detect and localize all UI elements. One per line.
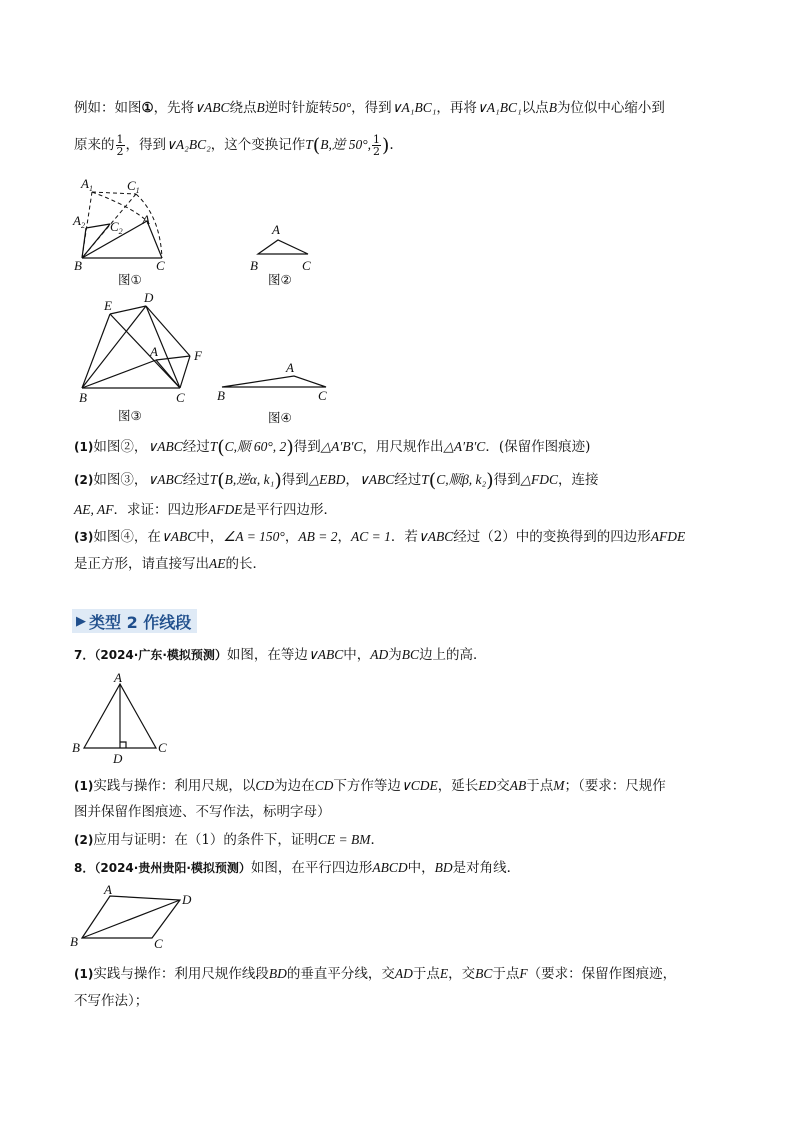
math: E xyxy=(439,966,449,981)
text: 边上的高． xyxy=(419,647,487,663)
fraction-numerator: 1 xyxy=(372,133,380,146)
text: 交 xyxy=(496,778,510,794)
problem-source: （2024·贵州贵阳·模拟预测） xyxy=(94,861,251,875)
math: ∨ABC xyxy=(147,472,183,487)
text: 的长． xyxy=(225,556,266,572)
text: 实践与操作：利用尺规，以 xyxy=(93,778,256,794)
text: ．求证：四边形 xyxy=(113,502,208,518)
problem-8-stem: 8．（2024·贵州贵阳·模拟预测）如图，在平行四边形ABCD中，BD是对角线． xyxy=(74,860,521,876)
text: ，这个变换记作 xyxy=(210,137,306,153)
text: 中， xyxy=(196,529,224,545)
text: ，连接 xyxy=(558,472,599,488)
math: 50° xyxy=(332,100,352,115)
math: AFDE xyxy=(208,502,243,517)
text: 为位似中心缩小到 xyxy=(556,100,665,116)
math: △FDC xyxy=(520,472,559,487)
label-c: C xyxy=(158,740,167,755)
math: AE xyxy=(209,556,226,571)
figure-4-caption: 图④ xyxy=(268,410,292,425)
text: ．(保留作图痕迹) xyxy=(485,439,591,455)
text: 于点 xyxy=(412,966,440,982)
text: 经过 xyxy=(182,472,210,488)
text: 是对角线． xyxy=(452,860,521,876)
math: ∨ABC xyxy=(147,439,183,454)
text: ，交 xyxy=(448,966,476,982)
text: ， xyxy=(345,472,359,488)
intro-line-1 xyxy=(74,98,665,118)
label-a1: $A_1$ xyxy=(81,176,93,193)
math: ∨A₁BC₁ xyxy=(476,100,522,115)
question-number: (2) xyxy=(74,833,94,847)
question-number: (1) xyxy=(74,440,94,454)
text: ，得到 xyxy=(125,137,166,153)
text: 如图④，在 xyxy=(93,529,161,545)
math: ∨ABC xyxy=(160,529,197,544)
math: AE, AF xyxy=(74,502,114,517)
label-b: B xyxy=(70,934,78,949)
math: ∨ABC xyxy=(194,100,230,115)
label-b: B xyxy=(72,740,80,755)
text: 如图，在平行四边形 xyxy=(250,860,373,876)
label-b: B xyxy=(74,258,82,273)
question-3-line-2 xyxy=(74,554,266,574)
circled-number: ① xyxy=(141,100,154,116)
problem-8-figure xyxy=(68,882,208,958)
text: ，再将 xyxy=(436,100,477,116)
paren: ) xyxy=(286,436,294,459)
segment-fc xyxy=(180,356,190,388)
math: ∨CDE xyxy=(400,778,438,793)
label-b: B xyxy=(217,388,225,403)
math: C,顺 60°, 2 xyxy=(224,439,287,454)
math: △EBD xyxy=(308,472,346,487)
label-d: D xyxy=(144,290,154,305)
figure-4 xyxy=(214,360,339,432)
math: F xyxy=(519,966,528,981)
paren: ( xyxy=(217,469,225,492)
text: 为 xyxy=(388,647,402,663)
text: 得到 xyxy=(493,472,521,488)
math: T xyxy=(421,472,429,487)
section-header xyxy=(72,609,197,633)
figure-4-diagram xyxy=(214,360,339,428)
text: 于点 xyxy=(492,966,520,982)
math: AFDE xyxy=(650,529,686,544)
right-angle-mark xyxy=(120,742,126,748)
text: 图并保留作图痕迹、不写作法，标明字母） xyxy=(74,804,331,820)
text: ． xyxy=(370,832,385,848)
math: T xyxy=(305,137,313,152)
math: CD xyxy=(314,778,334,793)
question-1 xyxy=(74,437,590,458)
segment-a2c2 xyxy=(86,224,110,228)
math: ∨ABC xyxy=(358,472,395,487)
label-c: C xyxy=(156,258,165,273)
figure-1 xyxy=(72,176,182,290)
text: 经过（2）中的变换得到的四边形 xyxy=(453,529,651,545)
math: C,顺β, k₂ xyxy=(436,472,487,487)
text: 如图②， xyxy=(93,439,148,455)
text: 下方作等边 xyxy=(333,778,401,794)
text: 为边在 xyxy=(274,778,315,794)
text: . xyxy=(389,137,394,153)
label-a2: $A_2$ xyxy=(73,213,85,230)
text: 中， xyxy=(343,647,371,663)
text: 不写作法）； xyxy=(74,993,149,1009)
text: 实践与操作：利用尺规作线段 xyxy=(93,966,269,982)
section-title: 类型 2 作线段 xyxy=(89,612,192,632)
text: 得到 xyxy=(281,472,309,488)
segment-af xyxy=(156,356,190,360)
math: BD xyxy=(434,860,453,875)
triangle-abc xyxy=(258,240,308,254)
label-d: D xyxy=(113,751,123,766)
text: （要求：保留作图痕迹， xyxy=(527,966,677,982)
fraction-denominator: 2 xyxy=(372,145,380,158)
text: 经过 xyxy=(182,439,210,455)
math: BC xyxy=(475,966,493,981)
text: ，延长 xyxy=(437,778,479,794)
question-number: (2) xyxy=(74,473,94,487)
text: ，得到 xyxy=(351,100,392,116)
problem-7-stem: 7．（2024·广东·模拟预测）如图，在等边∨ABC中，AD为BC边上的高． xyxy=(74,647,487,663)
text: ，先将 xyxy=(153,100,195,116)
math: ∨A₂BC₂ xyxy=(166,137,211,152)
label-a: A xyxy=(286,360,294,375)
problem-7-figure xyxy=(70,670,180,774)
label-d: D xyxy=(182,892,192,907)
paren: ) xyxy=(274,469,282,492)
paren: ( xyxy=(217,436,225,459)
problem-7-part-1-line-2 xyxy=(74,802,331,822)
math: ∠A = 150° xyxy=(223,529,285,544)
figure-1-diagram xyxy=(72,176,182,286)
math: B,逆 50°, xyxy=(320,137,371,152)
problem-source: （2024·广东·模拟预测） xyxy=(94,648,227,662)
problem-7-diagram xyxy=(70,670,180,770)
problem-8-part-1-line-2 xyxy=(74,991,148,1011)
math: BC xyxy=(401,647,420,662)
text: 得到 xyxy=(293,439,321,455)
problem-8-part-1-line-1 xyxy=(74,964,676,984)
math: ED xyxy=(478,778,497,793)
text: ；（要求：尺规作 xyxy=(564,778,666,794)
math: ∨A₁BC₁ xyxy=(391,100,437,115)
math: ∨ABC xyxy=(417,529,454,544)
label-f: F xyxy=(194,348,202,363)
text: 以点 xyxy=(521,100,549,116)
question-2-line-2 xyxy=(74,500,337,520)
text: ， xyxy=(284,529,299,545)
math: AD xyxy=(394,966,413,981)
math: AB xyxy=(509,778,527,793)
label-b: B xyxy=(250,258,258,273)
text: 经过 xyxy=(394,472,422,488)
label-a: A xyxy=(104,882,112,897)
label-c1: $C_1$ xyxy=(127,178,140,195)
math: B xyxy=(256,100,265,115)
problem-7-part-1-line-1 xyxy=(74,776,666,796)
paren: ( xyxy=(428,469,437,492)
text: 中， xyxy=(407,860,435,876)
text: 是正方形，请直接写出 xyxy=(74,556,209,572)
text: 逆时针旋转 xyxy=(264,100,333,116)
math: B xyxy=(548,100,557,115)
label-c: C xyxy=(302,258,311,273)
problem-number: 7 xyxy=(74,648,83,662)
label-c: C xyxy=(176,390,185,405)
fraction xyxy=(116,134,125,157)
label-c2: $C_2$ xyxy=(110,219,123,236)
math: BD xyxy=(268,966,287,981)
figure-3 xyxy=(74,290,214,429)
question-3-line-1 xyxy=(74,527,685,547)
label-a: A xyxy=(272,222,280,237)
fraction xyxy=(372,134,381,157)
text: ， xyxy=(337,529,351,545)
text: 于点 xyxy=(526,778,554,794)
text: 是平行四边形． xyxy=(242,502,337,518)
question-number: (1) xyxy=(74,967,94,981)
question-2-line-1 xyxy=(74,470,599,491)
label-c: C xyxy=(318,388,327,403)
text: ．若 xyxy=(390,529,418,545)
question-number: (1) xyxy=(74,779,94,793)
text: 原来的 xyxy=(74,137,115,153)
paren: ) xyxy=(486,469,494,492)
label-a: A xyxy=(142,212,150,227)
label-b: B xyxy=(79,390,87,405)
text: 绕点 xyxy=(229,100,257,116)
fraction-numerator: 1 xyxy=(116,133,124,146)
figure-2-caption: 图② xyxy=(268,272,292,287)
math: B,逆α, k₁ xyxy=(224,472,275,487)
text: 的垂直平分线，交 xyxy=(286,966,395,982)
math: M xyxy=(553,778,565,793)
figure-3-diagram xyxy=(74,290,214,425)
segment-ec xyxy=(110,314,180,388)
intro-line-2 xyxy=(74,132,394,159)
fraction-denominator: 2 xyxy=(116,145,124,158)
triangle-bullet-icon: ▶ xyxy=(76,613,86,629)
segment-be xyxy=(82,314,110,388)
label-e: E xyxy=(104,298,112,313)
problem-number: 8 xyxy=(74,861,83,875)
label-a: A xyxy=(150,344,158,359)
math: AC = 1 xyxy=(350,529,391,544)
math: AD xyxy=(370,647,389,662)
figure-3-caption: 图③ xyxy=(118,408,142,423)
math: △A′B′C xyxy=(320,439,363,454)
text: ，用尺规作出 xyxy=(362,439,444,455)
math: △A′B′C xyxy=(443,439,486,454)
figure-1-caption: 图① xyxy=(118,272,142,287)
text: 应用与证明：在（1）的条件下，证明 xyxy=(93,832,318,848)
label-c: C xyxy=(154,936,163,951)
triangle-abc xyxy=(222,376,326,387)
problem-8-diagram xyxy=(68,882,208,954)
label-a: A xyxy=(114,670,122,685)
figure-2 xyxy=(246,218,326,292)
text: 如图③， xyxy=(93,472,148,488)
math: CE = BM xyxy=(317,832,371,847)
math: CD xyxy=(255,778,275,793)
text: 如图，在等边 xyxy=(226,647,308,663)
problem-7-part-2 xyxy=(74,830,384,850)
question-number: (3) xyxy=(74,530,94,544)
segment-ac xyxy=(156,360,180,388)
math: T xyxy=(209,472,218,487)
math: ABCD xyxy=(372,860,408,875)
text: 例如：如图 xyxy=(74,100,142,116)
math: ∨ABC xyxy=(307,647,344,662)
math: AB = 2 xyxy=(298,529,338,544)
math: T xyxy=(209,439,218,454)
paren: ) xyxy=(381,134,390,157)
figure-2-diagram xyxy=(246,218,326,288)
paren: ( xyxy=(312,134,321,157)
